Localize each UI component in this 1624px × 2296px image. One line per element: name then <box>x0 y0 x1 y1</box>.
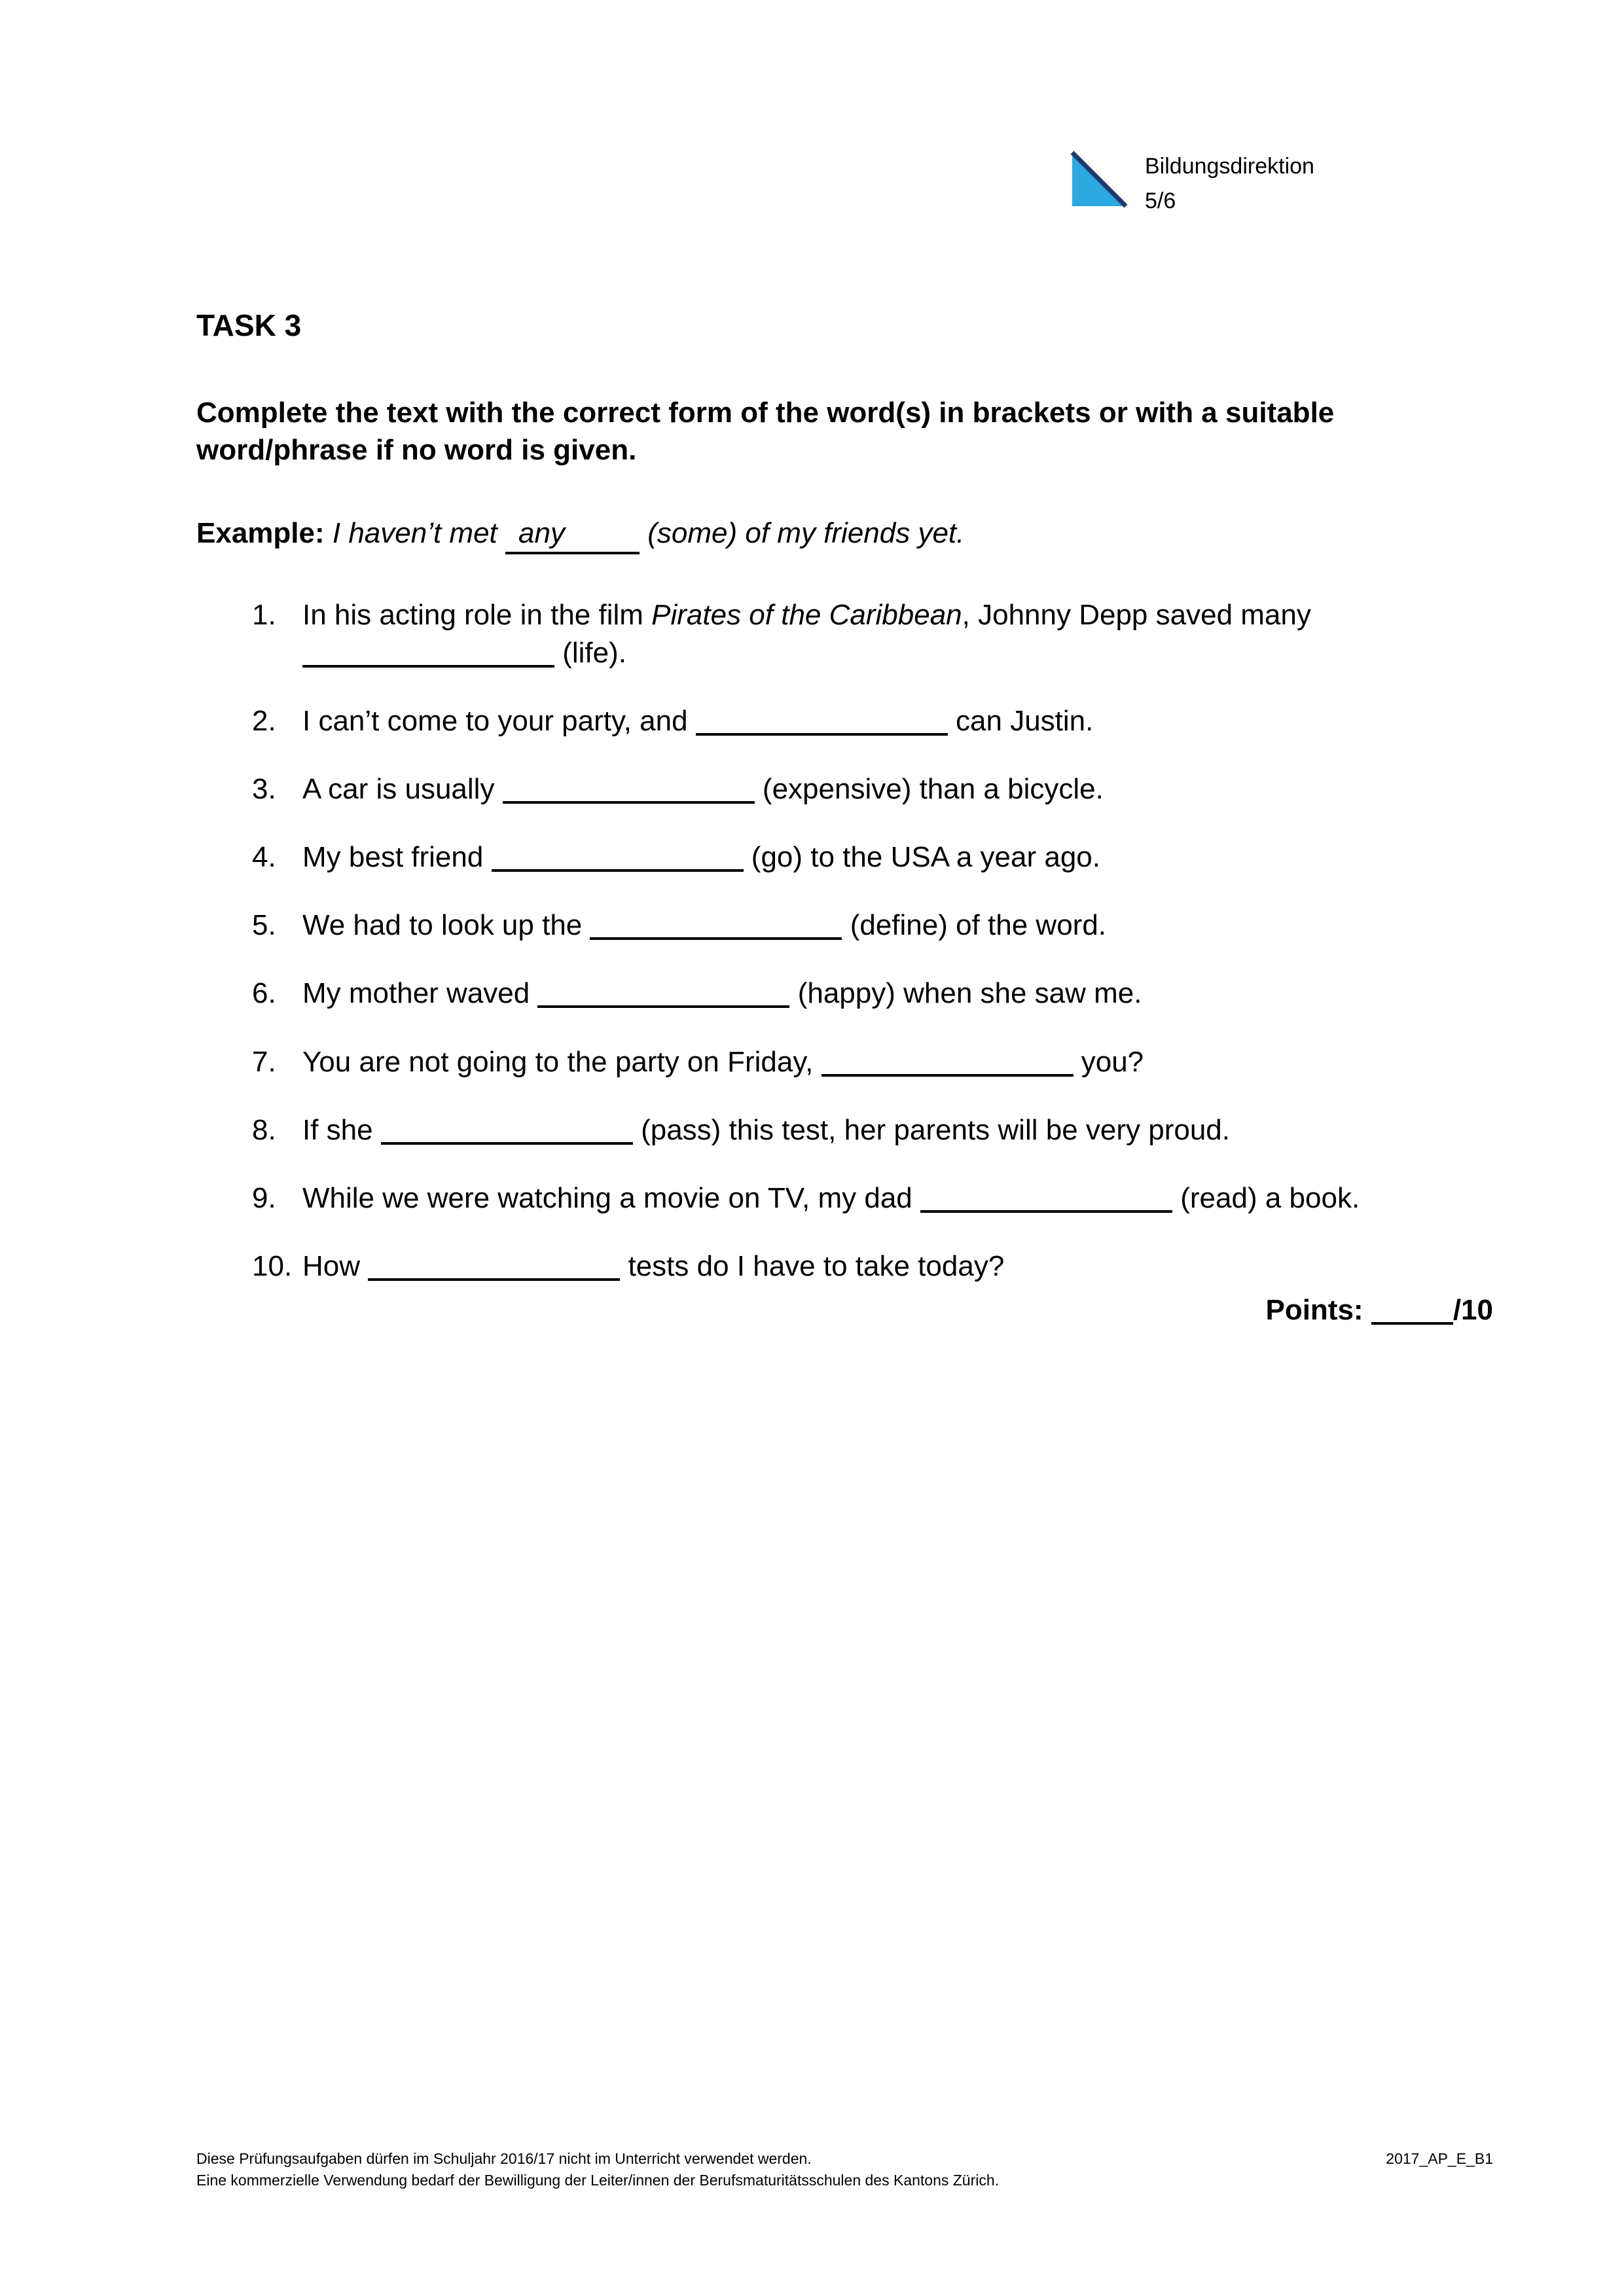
points-row <box>196 1291 1493 1329</box>
item-text: You are not going to the party on Friday, you? <box>302 1045 1144 1078</box>
item-text: If she (pass) this test, her parents will be very proud. <box>302 1113 1231 1146</box>
item-text: While we were watching a movie on TV, my dad (read) a book. <box>302 1182 1360 1215</box>
footer-document-code: 2017_AP_E_B1 <box>1386 2150 1493 2167</box>
task-item <box>252 596 1493 671</box>
item-number: 9. <box>252 1182 276 1215</box>
item-number: 7. <box>252 1045 276 1078</box>
footer-line-2: Eine kommerzielle Verwendung bedarf der Bewilligung der Leiter/innen der Berufsmaturitätsschulen des Kantons Zürich. <box>196 2172 1000 2189</box>
answer-blank <box>821 1045 1074 1077</box>
points-max: /10 <box>1453 1294 1493 1327</box>
task-instruction: Complete the text with the correct form of the word(s) in brackets or with a suitable word/phrase if no word is given. <box>196 396 1335 466</box>
answer-blank <box>302 636 554 668</box>
item-text: My mother waved (happy) when she saw me. <box>302 977 1142 1010</box>
example-post: (some) of my friends yet. <box>647 517 965 550</box>
answer-blank <box>368 1249 620 1281</box>
item-text: A car is usually (expensive) than a bicycle. <box>302 772 1104 805</box>
bildungsdirektion-logo-icon <box>1069 149 1129 209</box>
item-number: 2. <box>252 704 276 737</box>
page-number: 5/6 <box>1145 188 1176 213</box>
answer-blank <box>492 840 744 872</box>
item-text: In his acting role in the film Pirates of the Caribbean, Johnny Depp saved many (life). <box>302 599 1311 669</box>
example-label: Example: <box>196 517 325 550</box>
example-answer-blank <box>505 514 640 554</box>
item-text: We had to look up the (define) of the word. <box>302 909 1107 942</box>
task-item <box>252 906 1493 944</box>
item-text: I can’t come to your party, and can Justin. <box>302 704 1094 737</box>
points-blank <box>1371 1296 1453 1325</box>
film-title: Pirates of the Caribbean <box>651 599 962 632</box>
item-number: 1. <box>252 599 276 632</box>
example-pre: I haven’t met <box>332 517 497 550</box>
task-items <box>252 596 1493 1285</box>
example-line <box>196 514 1493 554</box>
answer-blank <box>503 772 755 804</box>
item-text: How tests do I have to take today? <box>302 1250 1005 1283</box>
task-item <box>252 1111 1493 1149</box>
brand-block <box>1069 149 1314 218</box>
page-footer <box>196 2148 1493 2192</box>
task-item <box>252 838 1493 876</box>
points-label: Points: <box>1265 1294 1363 1327</box>
item-number: 6. <box>252 977 276 1010</box>
brand-text <box>1145 149 1314 218</box>
task-title: TASK 3 <box>196 308 302 342</box>
item-number: 10. <box>252 1250 293 1283</box>
item-text: My best friend (go) to the USA a year ago. <box>302 841 1100 874</box>
item-number: 4. <box>252 841 276 874</box>
item-number: 5. <box>252 909 276 942</box>
task-item <box>252 1179 1493 1217</box>
item-number: 3. <box>252 772 276 805</box>
task-item <box>252 770 1493 808</box>
task-item <box>252 1043 1493 1081</box>
task-item <box>252 975 1493 1012</box>
task-item <box>252 1247 1493 1285</box>
answer-blank <box>537 977 789 1008</box>
item-number: 8. <box>252 1113 276 1146</box>
footer-legal <box>196 2148 999 2192</box>
answer-blank <box>920 1181 1172 1213</box>
brand-org-name: Bildungsdirektion <box>1145 154 1314 179</box>
example-answer-text: any <box>518 517 565 550</box>
answer-blank <box>696 704 948 736</box>
answer-blank <box>590 908 842 940</box>
task-item <box>252 702 1493 740</box>
footer-line-1: Diese Prüfungsaufgaben dürfen im Schuljahr 2016/17 nicht im Unterricht verwendet werden. <box>196 2150 812 2167</box>
answer-blank <box>381 1113 633 1145</box>
